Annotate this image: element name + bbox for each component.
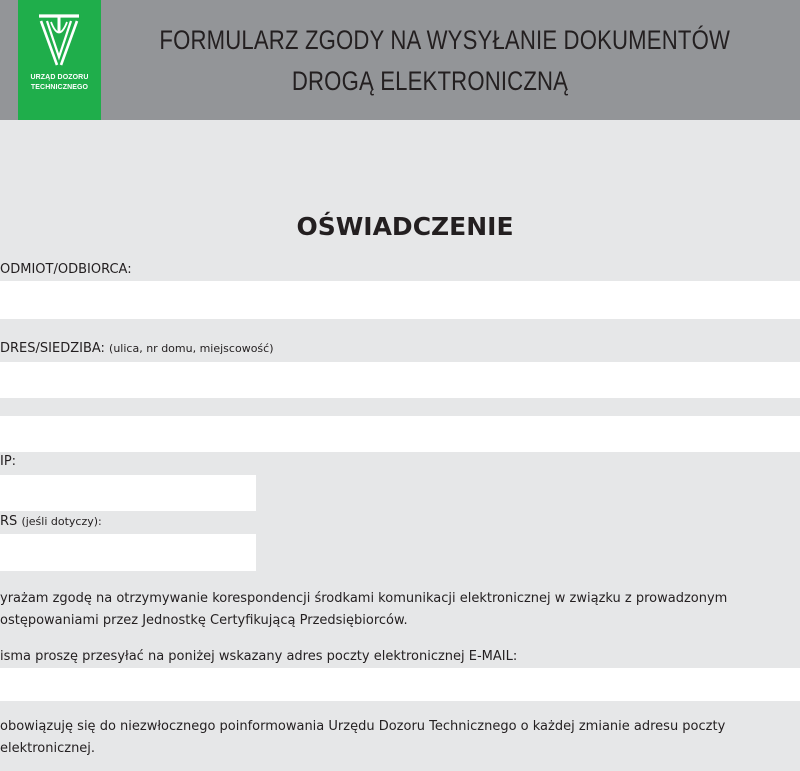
- adres-label: [0, 341, 274, 356]
- document-header: [0, 0, 800, 120]
- consent-line2: ostępowaniami przez Jednostkę Certyfikującą Przedsiębiorców.: [0, 613, 408, 628]
- adres-input-line1[interactable]: [0, 362, 800, 398]
- section-heading: OŚWIADCZENIE: [296, 212, 514, 241]
- krs-input[interactable]: [0, 534, 256, 571]
- krs-label: [0, 514, 102, 529]
- email-label: isma proszę przesyłać na poniżej wskazany adres poczty elektronicznej E-MAIL:: [0, 649, 518, 664]
- email-input[interactable]: [0, 668, 800, 701]
- podmiot-label: ODMIOT/ODBIORCA:: [0, 262, 132, 277]
- consent-statement: [0, 588, 727, 632]
- obligation-line1: obowiązuję się do niezwłocznego poinformowania Urzędu Dozoru Technicznego o każdej zmianie adresu poczty: [0, 719, 726, 734]
- podmiot-input[interactable]: [0, 281, 800, 319]
- consent-line1: yrażam zgodę na otrzymywanie korespondencji środkami komunikacji elektronicznej w związku z prowadzonym: [0, 591, 728, 606]
- adres-hint: (ulica, nr domu, miejscowość): [109, 342, 274, 355]
- nip-input[interactable]: [0, 475, 256, 511]
- udt-logo: [18, 0, 101, 120]
- document-title-line1: FORMULARZ ZGODY NA WYSYŁANIE DOKUMENTÓW: [159, 25, 731, 55]
- krs-label-text: RS: [0, 514, 18, 529]
- nip-label: IP:: [0, 454, 17, 469]
- adres-input-line2[interactable]: [0, 416, 800, 452]
- udt-logo-icon: [35, 13, 83, 69]
- obligation-line2: elektronicznej.: [0, 741, 96, 756]
- document-title-line2: DROGĄ ELEKTRONICZNĄ: [291, 66, 569, 96]
- krs-hint: (jeśli dotyczy):: [21, 515, 102, 528]
- logo-text-line1: URZĄD DOZORU: [30, 74, 89, 81]
- obligation-statement: [0, 716, 725, 760]
- logo-text-line2: TECHNICZNEGO: [30, 84, 89, 91]
- adres-label-text: DRES/SIEDZIBA:: [0, 341, 105, 356]
